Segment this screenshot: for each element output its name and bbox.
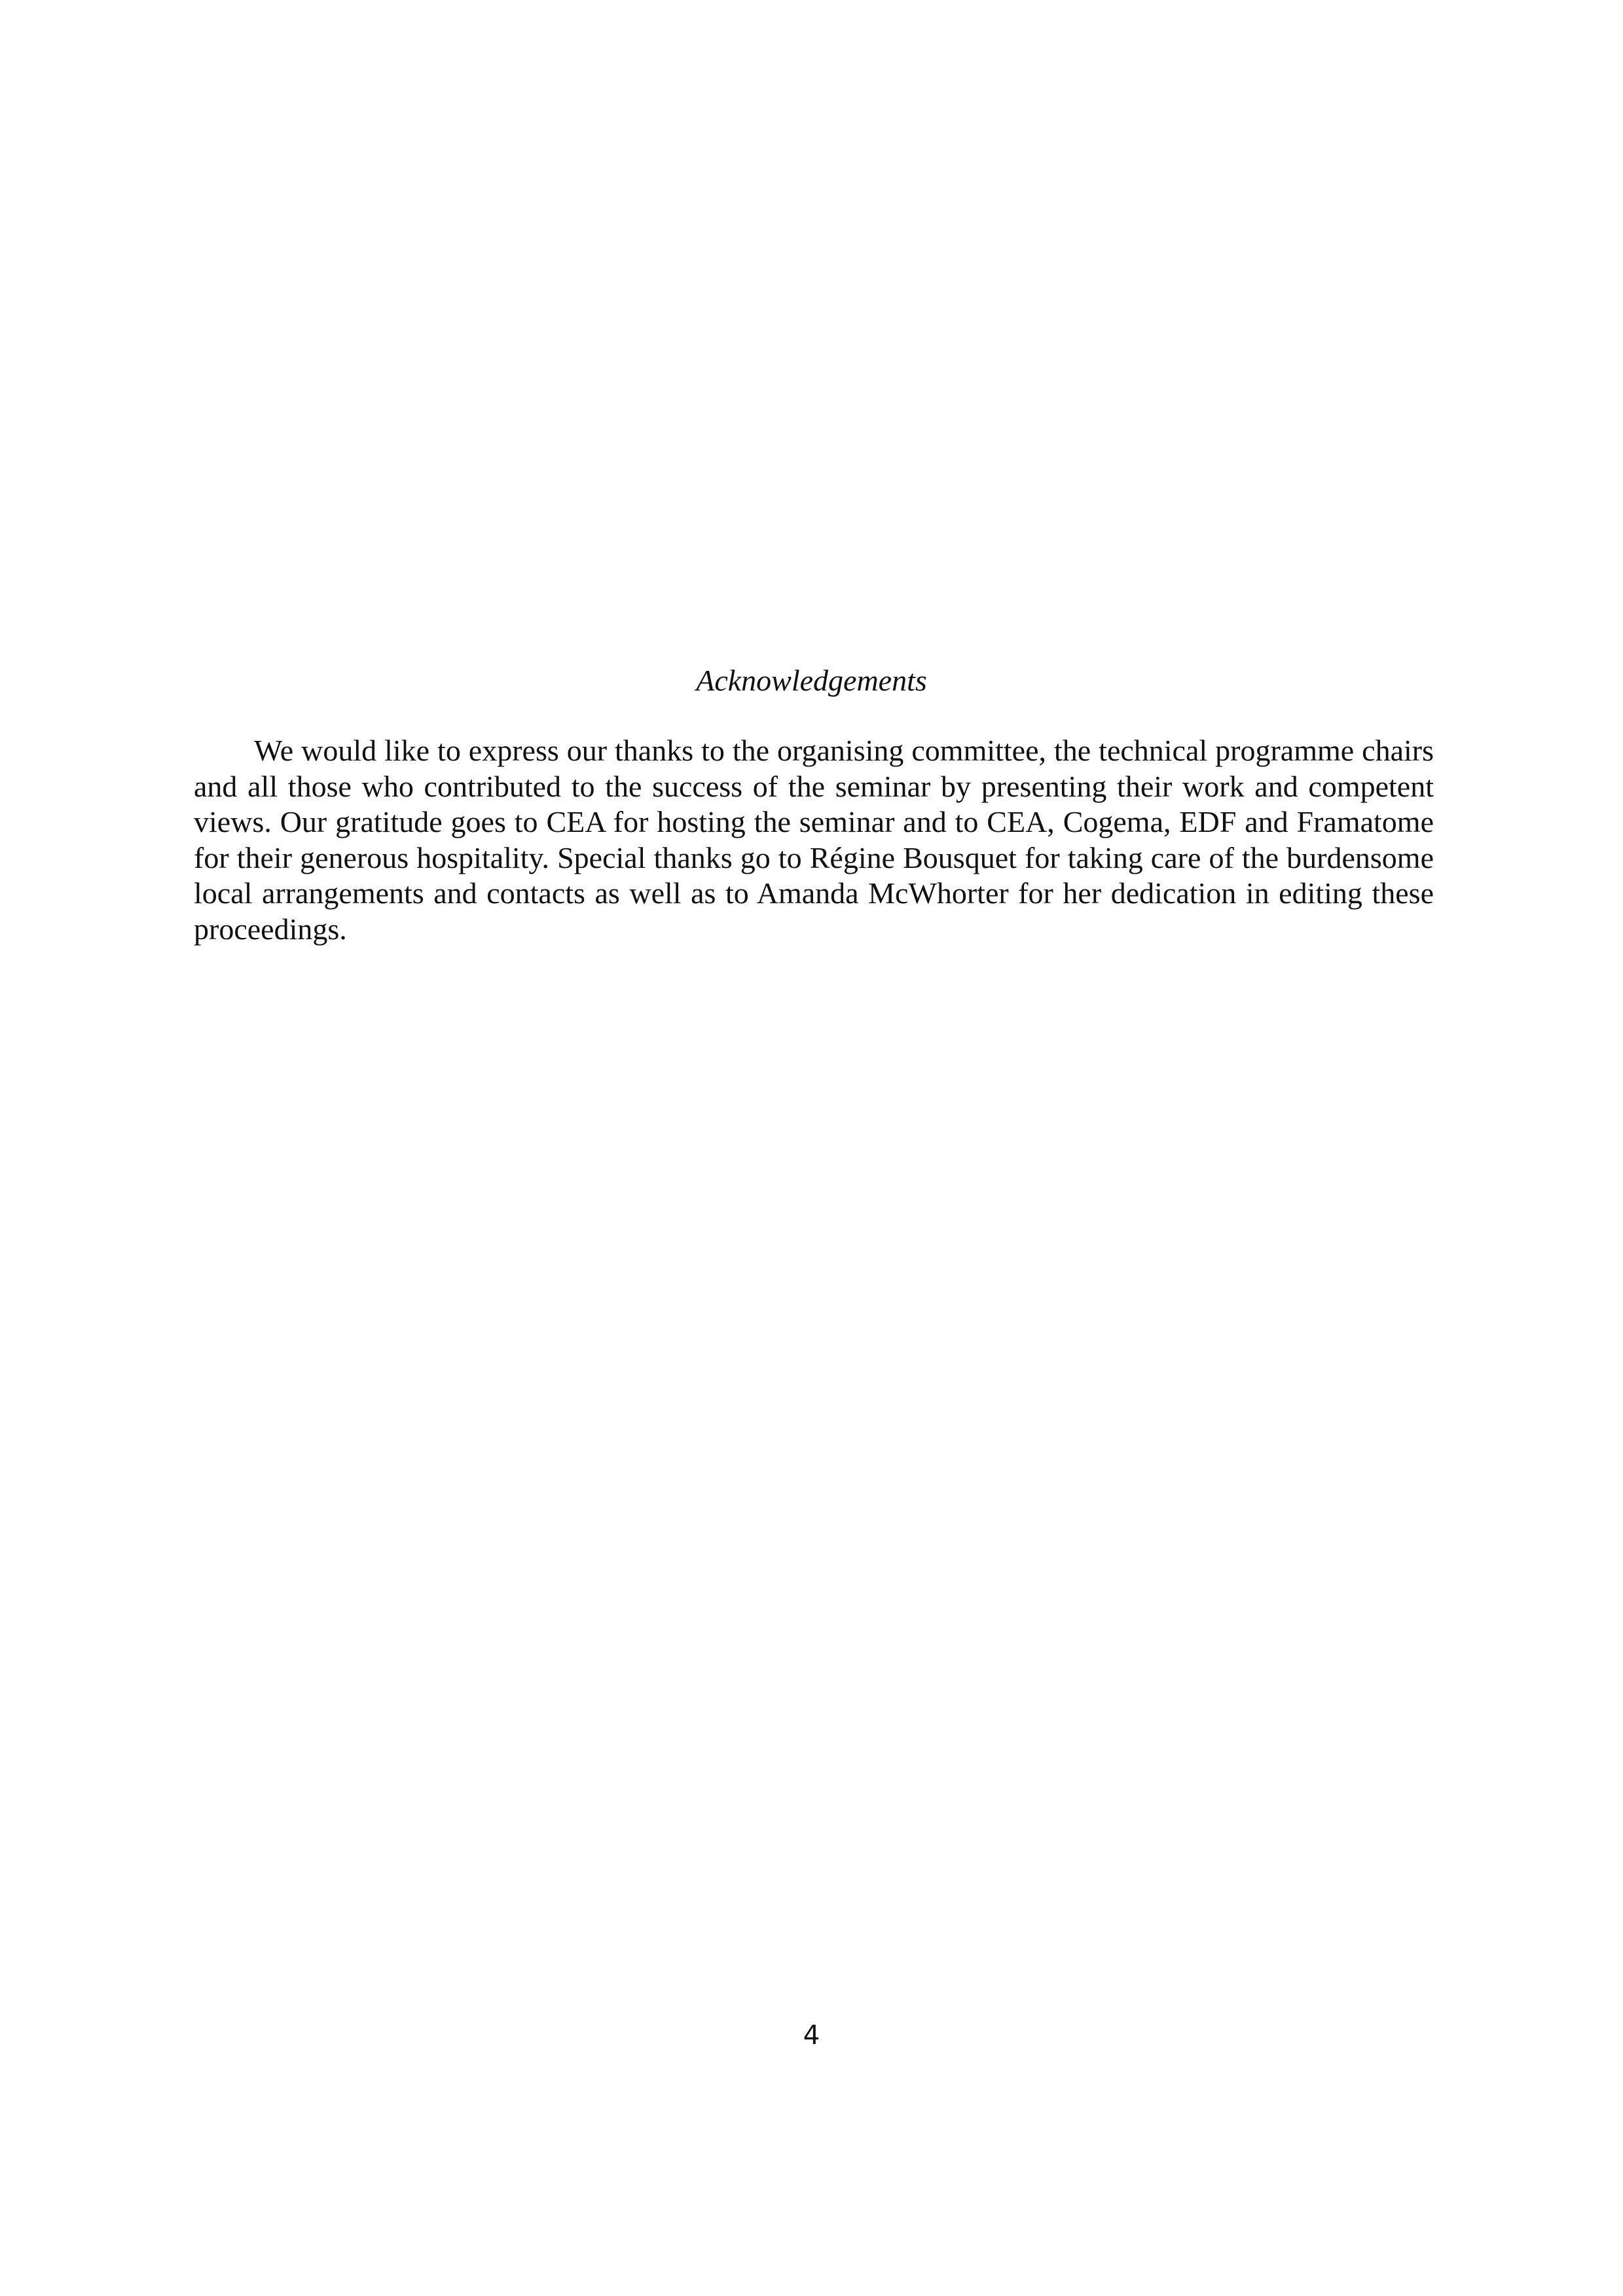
page-number: 4 [803,2020,820,2051]
acknowledgements-heading: Acknowledgements [696,664,927,697]
acknowledgements-paragraph: We would like to express our thanks to the organising committee, the technical programme chairs and all those who contributed to the success of the seminar by presenting their work and competent views. Our gratitude goes to CEA for hosting the seminar and to CEA, Cogema, EDF and Framatome for their generous hospitality. Special thanks go to Régine Bousquet for taking care of the burdensome local arrangements and contacts as well as to Amanda McWhorter for her dedication in editing these proceedings. [194,734,1434,946]
